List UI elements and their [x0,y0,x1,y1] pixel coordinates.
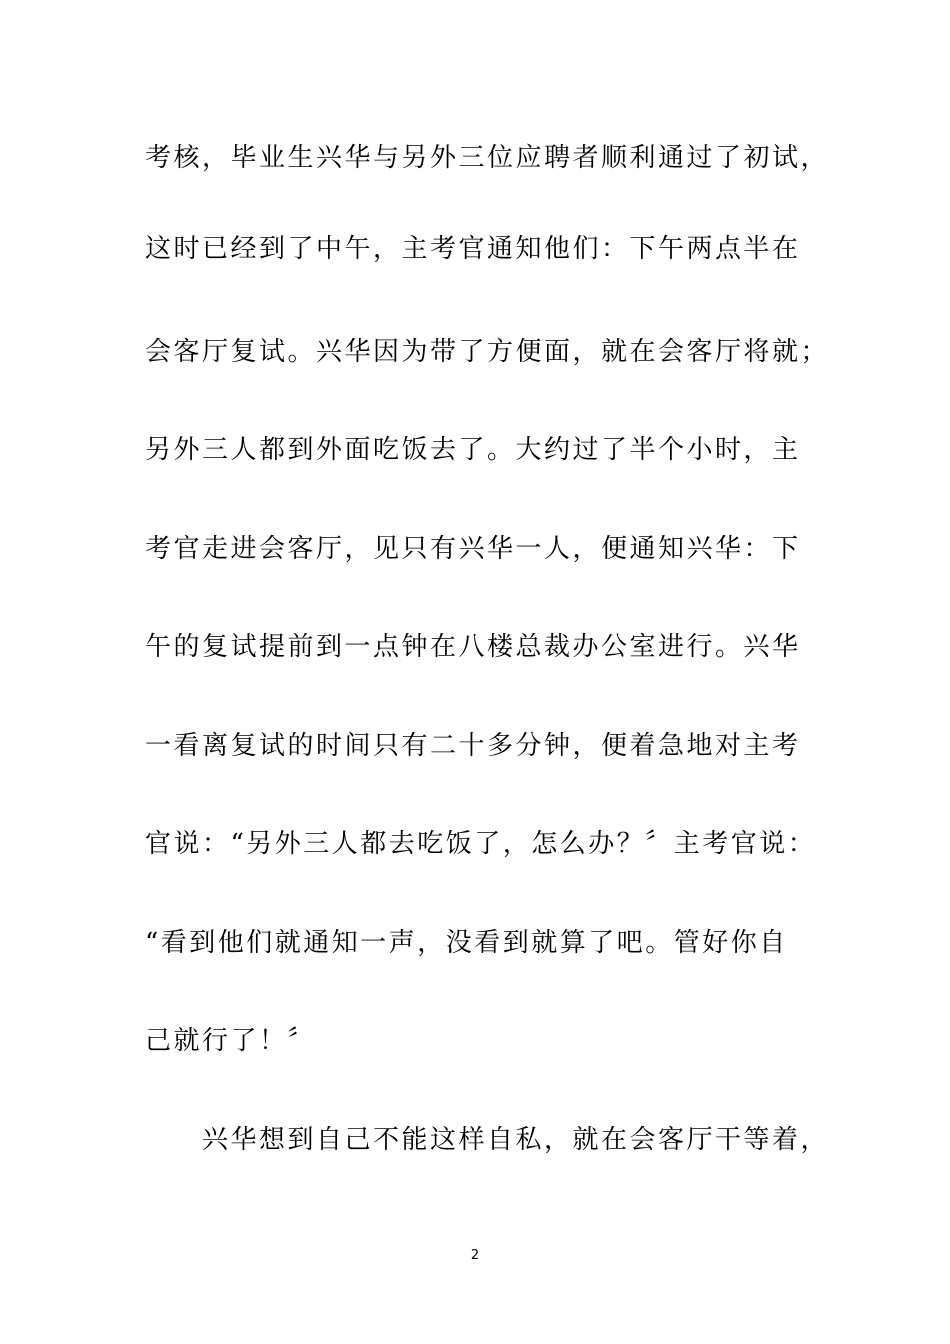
text-line-11: 兴华想到自己不能这样自私，就在会客厅干等着， [202,1125,830,1155]
text-line-9: “看到他们就通知一声，没看到就算了吧。管好你自 [145,928,788,958]
text-line-10: 己就行了！〞 [145,1026,317,1056]
text-line-8: 官说：“另外三人都去吃饭了，怎么办？〞主考官说： [145,829,817,859]
page-number: 2 [470,1248,480,1263]
text-line-1: 考核，毕业生兴华与另外三位应聘者顺利通过了初试， [145,143,830,173]
text-line-6: 午的复试提前到一点钟在八楼总裁办公室进行。兴华 [145,632,801,662]
text-line-3: 会客厅复试。兴华因为带了方便面，就在会客厅将就； [145,337,830,367]
text-line-5: 考官走进会客厅，见只有兴华一人，便通知兴华：下 [145,534,801,564]
text-line-4: 另外三人都到外面吃饭去了。大约过了半个小时，主 [145,435,801,465]
text-line-7: 一看离复试的时间只有二十多分钟，便着急地对主考 [145,731,801,761]
text-line-2: 这时已经到了中午，主考官通知他们：下午两点半在 [145,234,801,264]
